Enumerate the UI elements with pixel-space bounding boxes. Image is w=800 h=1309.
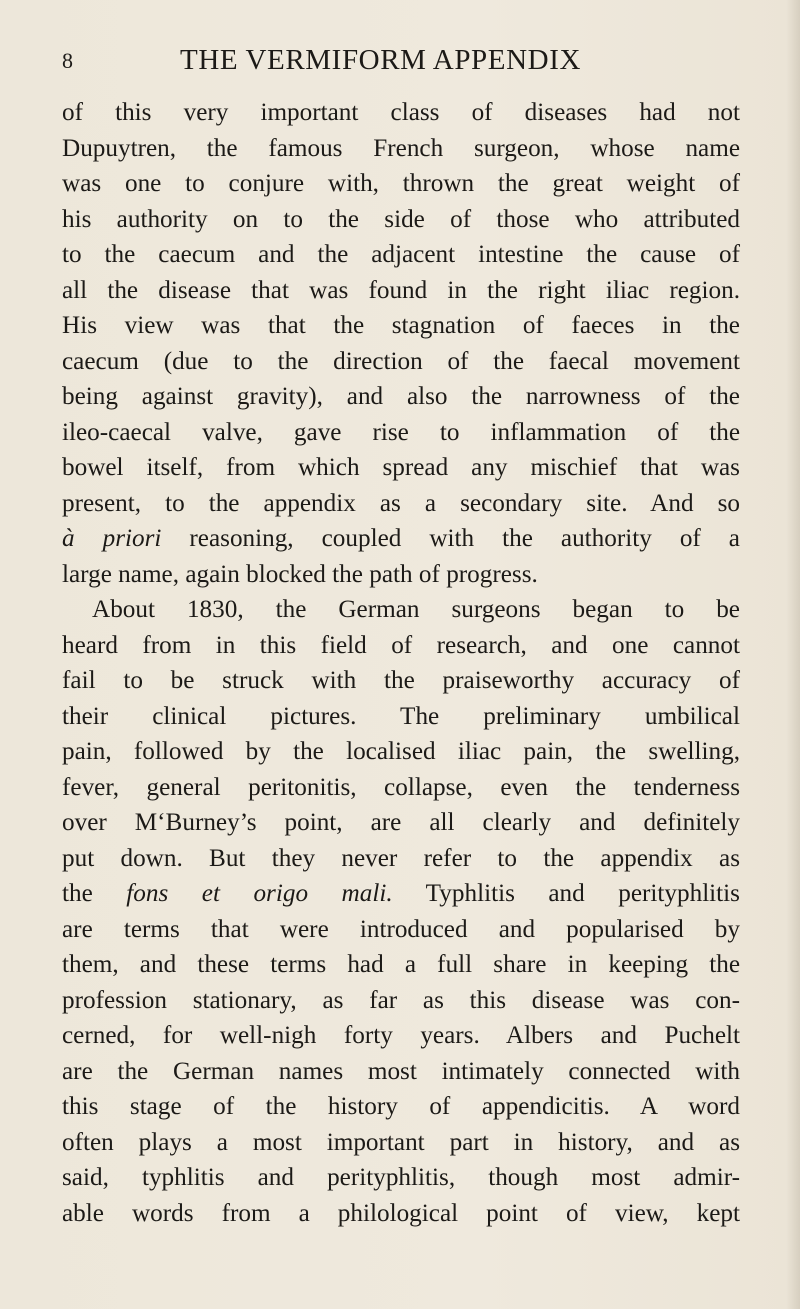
text-line: his authority on to the side of those who attributed <box>62 205 740 233</box>
text-line: was one to conjure with, thrown the great weight of <box>62 170 740 197</box>
text-line: over M‘Burney’s point, are all clearly and definitely <box>62 809 740 836</box>
page-edge-shadow <box>786 0 800 1309</box>
text-line: to the caecum and the adjacent intestine the cause of <box>62 241 740 268</box>
text-line: their clinical pictures. The preliminary umbilical <box>62 702 740 730</box>
text-line: caecum (due to the direction of the faecal movement <box>62 347 740 375</box>
text-line: About 1830, the German surgeons began to be <box>92 596 740 623</box>
text-line: said, typhlitis and perityphlitis, though most admir- <box>62 1164 740 1191</box>
text-line: are terms that were introduced and popularised by <box>62 915 740 943</box>
text-line: pain, followed by the localised iliac pain, the swelling, <box>62 738 740 765</box>
page-header <box>56 44 756 80</box>
text-line: this stage of the history of appendicitis. A word <box>62 1093 740 1120</box>
text-line: large name, again blocked the path of progress. <box>62 560 538 588</box>
text-line <box>62 876 740 912</box>
text-line: all the disease that was found in the right iliac region. <box>62 276 740 304</box>
text-fragment: Typhlitis and perityphlitis <box>392 880 740 907</box>
text-line: fever, general peritonitis, collapse, even the tenderness <box>62 773 740 801</box>
text-line: present, to the appendix as a secondary site. And so <box>62 489 740 517</box>
text-line: are the German names most intimately connected with <box>62 1057 740 1085</box>
text-line: cerned, for well-nigh forty years. Albers and Puchelt <box>62 1022 740 1049</box>
text-line: His view was that the stagnation of faeces in the <box>62 312 740 339</box>
text-fragment: the <box>62 880 127 907</box>
text-line: ileo-caecal valve, gave rise to inflammation of the <box>62 418 740 446</box>
running-head: THE VERMIFORM APPENDIX <box>180 44 581 76</box>
text-fragment: reasoning, coupled with the authority of a <box>161 525 740 552</box>
text-line: of this very important class of diseases had not <box>62 99 740 126</box>
text-line: fail to be struck with the praiseworthy accuracy of <box>62 667 740 694</box>
page-number: 8 <box>62 48 73 73</box>
text-line <box>62 521 740 557</box>
body-text <box>62 95 740 1231</box>
text-line: able words from a philological point of view, kept <box>62 1199 740 1227</box>
text-line: often plays a most important part in history, and as <box>62 1128 740 1156</box>
text-line: Dupuytren, the famous French surgeon, whose name <box>62 134 740 162</box>
text-line: bowel itself, from which spread any mischief that was <box>62 454 740 481</box>
text-line: them, and these terms had a full share in keeping the <box>62 951 740 978</box>
text-line: being against gravity), and also the narrowness of the <box>62 383 740 410</box>
text-line: put down. But they never refer to the appendix as <box>62 844 740 872</box>
italic-phrase: fons et origo mali. <box>126 880 393 907</box>
text-line: profession stationary, as far as this disease was con- <box>62 986 740 1014</box>
text-line: heard from in this field of research, and one cannot <box>62 631 740 659</box>
italic-phrase: à priori <box>62 525 162 552</box>
